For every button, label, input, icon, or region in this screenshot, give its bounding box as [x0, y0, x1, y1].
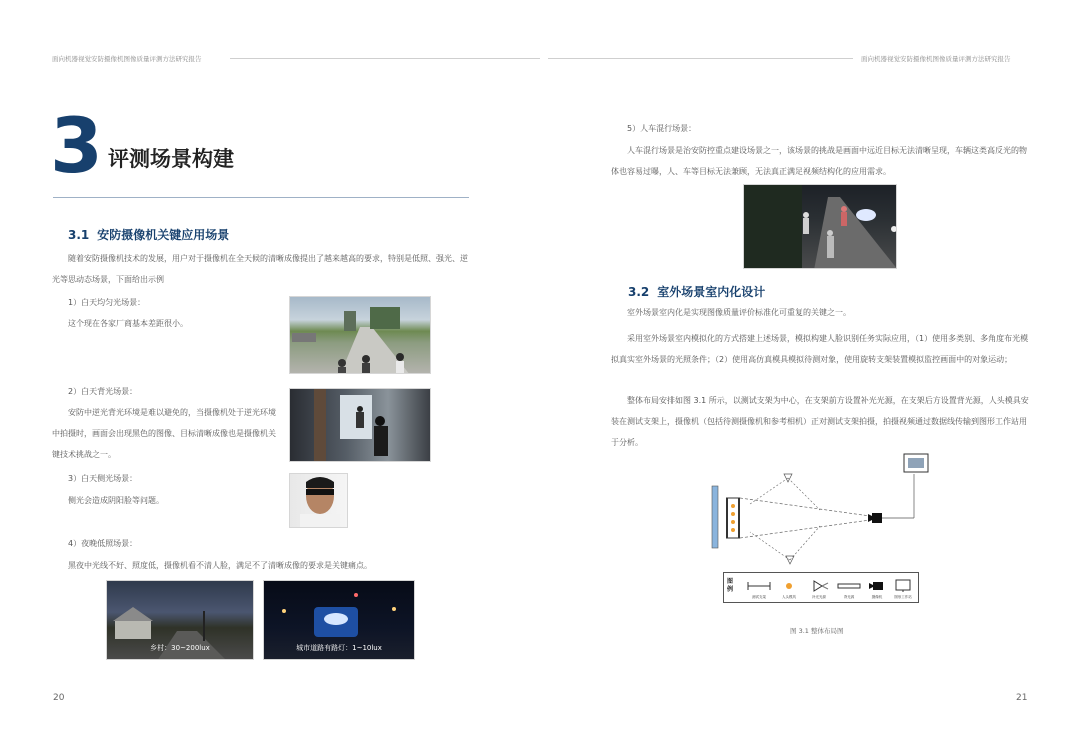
legend-label: 测试支架	[752, 595, 766, 599]
fill-light-symbol-icon	[804, 579, 834, 593]
header-rule-right	[548, 58, 853, 59]
photo-daylight-street	[289, 296, 431, 374]
mold-marker	[731, 504, 735, 508]
scene-desc-4: 黑夜中光线不好、照度低，摄像机看不清人脸，满足不了清晰成像的要求是关键痛点。	[68, 561, 372, 570]
night-caption-village: 乡村：30~200lux	[150, 644, 210, 652]
scene-label-1: 1）白天均匀光场景：	[68, 298, 146, 307]
legend-label: 补光光源	[812, 595, 826, 599]
backlight-symbol-icon	[834, 579, 864, 593]
legend-label: 人头模具	[782, 595, 796, 599]
header-rule-left	[230, 58, 540, 59]
photo-night-city	[263, 580, 415, 660]
stand-symbol-icon	[744, 579, 774, 593]
photo-mixed-traffic	[743, 184, 897, 269]
mold-marker	[731, 512, 735, 516]
section-title: 室外场景室内化设计	[657, 285, 766, 299]
chapter-title: 评测场景构建	[108, 147, 234, 171]
photo-night-village	[106, 580, 254, 660]
section-heading-3-2	[628, 283, 765, 300]
page-number-left: 20	[53, 693, 65, 703]
test-stand-right	[738, 498, 740, 538]
section2-paragraph-3: 整体布局安排如图 3.1 所示，以测试支架为中心，在支架前方设置补光光源，在支架后方设置背光源，人头模具安装在测试支架上，摄像机（包括待测摄像机和参考相机）正对测试支架拍摄，拍摄视频通过数据线传输到图形工作站用于分析。	[611, 396, 1029, 447]
page-number-right: 21	[1016, 693, 1028, 703]
diagram-legend	[723, 572, 919, 603]
test-stand-left	[726, 498, 728, 538]
section-number: 3.2	[628, 285, 650, 299]
scene-label-2: 2）白天背光场景：	[68, 387, 138, 396]
section-heading-3-1	[68, 226, 229, 243]
section2-paragraph-1: 室外场景室内化是实现图像质量评价标准化可重复的关键之一。	[627, 308, 851, 317]
mold-symbol-icon	[774, 579, 804, 593]
legend-title: 图例	[727, 578, 734, 593]
street-scene-graphic	[290, 297, 431, 374]
chapter-number: 3	[50, 101, 103, 190]
scene-label-5: 5）人车混行场景：	[627, 124, 697, 133]
photo-sidelit-face	[289, 473, 348, 528]
traffic-scene-graphic	[744, 185, 897, 269]
scene-desc-2: 安防中逆光背光环境是难以避免的，当摄像机处于逆光环境中拍摄时，画面会出现黑色的图像、目标清晰成像也是摄像机关键技术挑战之一。	[52, 408, 276, 459]
mold-marker	[731, 520, 735, 524]
legend-label: 背光源	[843, 595, 855, 599]
scene-label-4: 4）夜晚低照场景：	[68, 539, 138, 548]
section-number: 3.1	[68, 228, 90, 242]
scene-label-3: 3）白天侧光场景：	[68, 474, 138, 483]
mold-marker	[731, 528, 735, 532]
night-caption-city: 城市道路有路灯：1~10lux	[296, 644, 382, 652]
section-intro: 随着安防摄像机技术的发展，用户对于摄像机在全天候的清晰成像提出了越来越高的要求，特别是低照、强光、逆光等思动态场景，下面给出示例	[52, 254, 468, 284]
backlight-panel	[712, 486, 718, 548]
camera-icon	[872, 513, 882, 523]
corridor-scene-graphic	[290, 389, 431, 462]
face-graphic	[290, 474, 348, 528]
legend-label: 摄像机	[871, 595, 883, 599]
section2-paragraph-2: 采用室外场景室内模拟化的方式搭建上述场景，模拟构建人脸识别任务实际应用，（1）使用多类别、多角度布光模拟真实室外场景的光照条件；（2）使用高仿真模具模拟待测对象，使用旋转支架装置模拟监控画面中的对象运动；	[611, 334, 1029, 364]
workstation-symbol-icon	[888, 579, 918, 593]
figure-caption: 图 3.1 整体布局图	[790, 627, 844, 635]
chapter-divider	[53, 197, 469, 198]
section-title: 安防摄像机关键应用场景	[97, 228, 230, 242]
scene-desc-3: 侧光会造成阴阳脸等问题。	[68, 496, 164, 505]
header-left: 面向机器视觉安防摄像机图像质量评测方法研究报告	[52, 55, 202, 63]
scene-desc-5: 人车混行场景是治安防控重点建设场景之一，该场景的挑战是画面中远近目标无法清晰呈现，车辆这类高反光的物体也容易过曝，人、车等目标无法兼顾，无法真正满足视频结构化的应用需求。	[611, 146, 1027, 176]
photo-backlit-corridor	[289, 388, 431, 462]
legend-item-workstation	[888, 578, 918, 597]
legend-label: 图形工作站	[894, 595, 912, 599]
header-right: 面向机器视觉安防摄像机图像质量评测方法研究报告	[861, 55, 1011, 63]
scene-desc-1: 这个现在各家厂商基本差距很小。	[68, 319, 188, 328]
